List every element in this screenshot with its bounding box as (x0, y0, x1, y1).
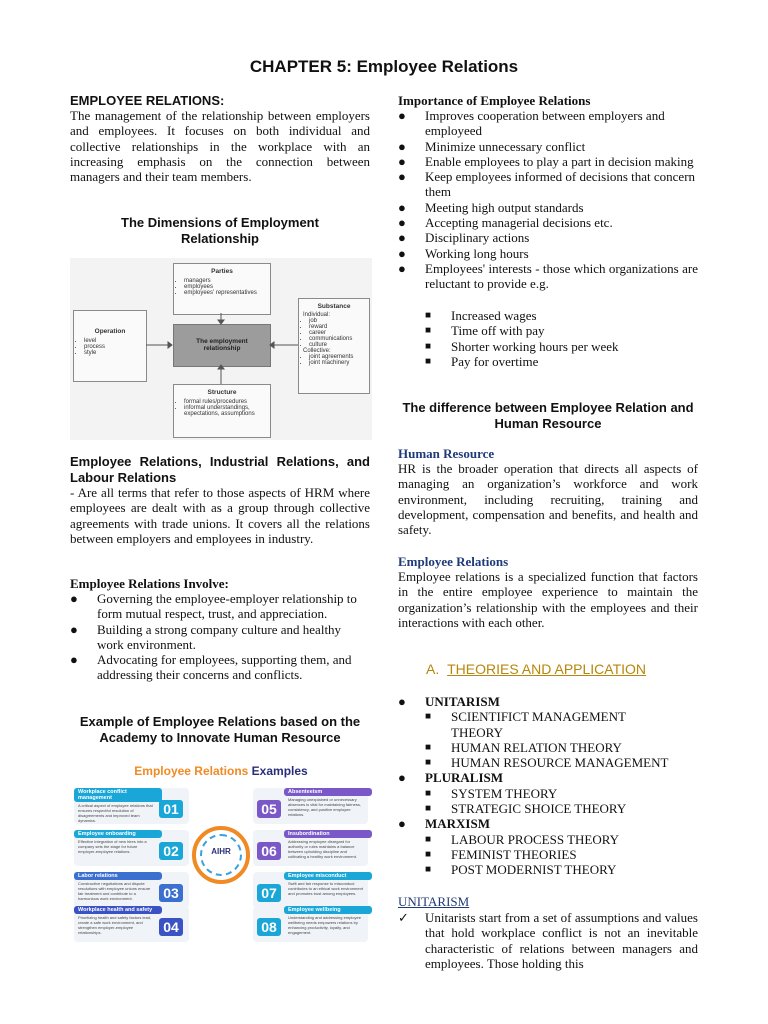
list-item (398, 215, 698, 230)
card-title: Workplace conflict management (74, 788, 162, 802)
card-text: Constructive negotiations and dispute resolutions with employee unions ensure fair treatment and contribute to a harmonious work environment. (78, 881, 151, 901)
card-title: Employee onboarding (74, 830, 162, 838)
bullet-icon: ● (398, 770, 406, 786)
list-item (398, 261, 698, 292)
card-number: 06 (257, 842, 281, 860)
list-item (398, 154, 698, 169)
substance-item: • career (309, 330, 369, 336)
substance-item: • joint agreements (309, 354, 369, 360)
list-item (398, 786, 698, 801)
list-item-text: Accepting managerial decisions etc. (425, 215, 613, 231)
er-heading: EMPLOYEE RELATIONS: (70, 93, 225, 108)
parties-item: • employees (184, 284, 270, 290)
list-item-text: Meeting high output standards (425, 199, 584, 215)
list-item (398, 847, 698, 862)
list-item (398, 139, 698, 154)
card-text: Understanding and addressing employee wellbeing needs empowers relations by enhancing productivity, loyalty, and engagement. (288, 915, 361, 935)
bullet-icon: ● (398, 108, 406, 123)
theories-heading (426, 661, 646, 677)
list-item (398, 755, 698, 770)
list-item-text: POST MODERNIST THEORY (451, 862, 617, 878)
list-item-text: HUMAN RESOURCE MANAGEMENT (451, 755, 669, 771)
list-item (70, 622, 370, 653)
list-item-text: Keep employees informed of decisions that concern them (425, 169, 696, 200)
examples-heading (70, 764, 372, 778)
example-card (253, 830, 368, 866)
bullet-icon: ● (70, 652, 78, 668)
substance-item: • joint machinery (309, 360, 369, 366)
substance-individual: Individual: (303, 312, 331, 318)
operation-title: Operation (94, 328, 126, 335)
bullet-icon: ● (398, 215, 406, 231)
list-item-text: Disciplinary actions (425, 230, 530, 246)
aihr-logo: AIHR (211, 847, 231, 856)
center-circle (192, 826, 250, 884)
theory-name: UNITARISM (425, 694, 500, 709)
card-title: Absenteeism (284, 788, 372, 796)
list-item-text: Enable employees to play a part in decision making (425, 153, 694, 169)
list-item (398, 816, 698, 831)
list-item-text: Employees' interests - those which organizations are reluctant to provide e.g. (425, 260, 698, 292)
list-item-text: Advocating for employees, supporting them, and addressing their concerns and conflicts. (97, 652, 352, 683)
substance-item: • reward (309, 324, 369, 330)
substance-item: • job (309, 318, 369, 324)
list-item (398, 770, 698, 785)
er-subheading: Employee Relations (398, 554, 509, 569)
square-bullet-icon: ■ (425, 310, 432, 321)
list-item-text: SCIENTIFICT MANAGEMENT THEORY (451, 709, 626, 740)
card-title: Insubordination (284, 830, 372, 838)
structure-title: Structure (207, 389, 237, 396)
card-text: Managing unexplained or unnecessary absences is vital for maintaining fairness, consistency, and positive employee relations. (288, 797, 361, 817)
list-item (398, 323, 698, 338)
list-item (398, 862, 698, 877)
list-item (398, 200, 698, 215)
er-definition: The management of the relationship between employers and employees. It focuses on both individual and collective relationships in the workplace with an increasing emphasis on the connection between managers and their team members. (70, 108, 370, 185)
example-card (74, 830, 189, 866)
involve-list (70, 591, 370, 683)
operation-item: • process (84, 344, 146, 350)
bullet-icon: ● (398, 199, 406, 215)
card-title: Workplace health and safety (74, 906, 162, 914)
list-item (398, 740, 698, 755)
list-item (398, 832, 698, 847)
theory-name: MARXISM (425, 816, 490, 832)
card-text: Swift and fair response to misconduct contributes to an ethical work environment and promotes trust among employees. (288, 881, 363, 896)
dimensions-title: The Dimensions of Employment Relationship (121, 215, 319, 246)
list-item-text: Building a strong company culture and healthy work environment. (97, 621, 342, 652)
bullet-icon: ● (70, 591, 78, 606)
parties-item: • managers (184, 278, 270, 284)
theories-prefix: A. (426, 661, 440, 677)
list-item (70, 652, 370, 683)
square-bullet-icon: ■ (425, 757, 432, 769)
bullet-icon: ● (398, 169, 406, 185)
card-number: 03 (159, 884, 183, 902)
list-item (398, 108, 698, 139)
bullet-icon: ● (398, 230, 406, 246)
examples-infographic (70, 758, 372, 944)
substance-collective: Collective: (303, 348, 331, 354)
list-item (398, 169, 698, 200)
list-item-text: Improves cooperation between employers and employeed (425, 108, 665, 139)
example-card (74, 906, 189, 942)
importance-sublist (398, 308, 698, 369)
operation-item: • style (84, 350, 146, 356)
list-item-text: Working long hours (425, 245, 529, 261)
square-bullet-icon: ■ (425, 864, 432, 876)
list-item-text: SYSTEM THEORY (451, 785, 558, 801)
diagram-arrows (70, 258, 372, 440)
unitarism-text: Unitarists start from a set of assumptions and values that hold workplace conflict is not an inevitable characteristic of relations between managers and employees. Those holding this (425, 910, 698, 971)
bullet-icon: ● (398, 138, 406, 154)
bullet-icon: ● (398, 816, 406, 832)
list-item-text: Increased wages (451, 308, 537, 323)
theory-name: PLURALISM (425, 770, 504, 786)
square-bullet-icon: ■ (425, 803, 432, 815)
substance-title: Substance (317, 303, 351, 310)
card-number: 02 (159, 842, 183, 860)
list-item-text: LABOUR PROCESS THEORY (451, 831, 620, 847)
list-item-text: Pay for overtime (451, 353, 539, 369)
theories-title: THEORIES AND APPLICATION (447, 661, 647, 677)
square-bullet-icon: ■ (425, 355, 432, 367)
square-bullet-icon: ■ (425, 833, 432, 845)
card-title: Labor relations (74, 872, 162, 880)
list-item-text: HUMAN RELATION THEORY (451, 739, 622, 755)
card-text: Effective integration of new hires into a company sets the stage for future employer-employee relations. (78, 839, 147, 854)
list-item (398, 801, 698, 816)
unitarism-paragraph (398, 910, 698, 971)
card-text: A critical aspect of employee relations that ensures respectful resolution of disagreements and improved team dynamics. (78, 803, 153, 823)
dimensions-diagram (70, 258, 372, 440)
example-card (74, 788, 189, 824)
list-item (70, 591, 370, 622)
involve-heading: Employee Relations Involve: (70, 576, 229, 591)
list-item-text: FEMINIST THEORIES (451, 846, 577, 862)
square-bullet-icon: ■ (425, 711, 432, 723)
structure-item: • informal understandings, expectations, assumptions (184, 405, 270, 417)
card-number: 01 (159, 800, 183, 818)
list-item (398, 694, 698, 709)
center-label: The employment relationship (196, 338, 248, 352)
operation-item: • level (84, 338, 146, 344)
square-bullet-icon: ■ (425, 848, 432, 860)
list-item (398, 339, 698, 354)
example-card (253, 872, 368, 908)
parties-item: • employees' representatives (184, 290, 270, 296)
example-card (253, 906, 368, 942)
example-title: Example of Employee Relations based on the Academy to Innovate Human Resource (79, 714, 361, 745)
ir-text: - Are all terms that refer to those aspects of HRM where employees are dealt with as a group through collective agreements with trade unions. It covers all the relations between employers and employees in industry. (70, 485, 370, 546)
list-item (398, 354, 698, 369)
importance-heading: Importance of Employee Relations (398, 93, 591, 108)
example-card (253, 788, 368, 824)
list-item-text: STRATEGIC SHOICE THEORY (451, 801, 627, 817)
square-bullet-icon: ■ (425, 741, 432, 753)
square-bullet-icon: ■ (425, 325, 432, 337)
list-item (398, 230, 698, 245)
bullet-icon: ● (398, 694, 406, 709)
list-item (398, 709, 698, 740)
list-item (398, 246, 698, 261)
card-title: Employee misconduct (284, 872, 372, 880)
list-item-text: Time off with pay (451, 323, 545, 339)
structure-item: • formal rules/procedures (184, 399, 270, 405)
examples-heading-a: Employee Relations (134, 764, 249, 778)
card-title: Employee wellbeing (284, 906, 372, 914)
bullet-icon: ● (398, 153, 406, 169)
page-title: CHAPTER 5: Employee Relations (249, 57, 519, 76)
list-item-text: Governing the employee-employer relationship to form mutual respect, trust, and appreciation. (97, 591, 357, 622)
card-number: 04 (159, 918, 183, 936)
list-item-text: Minimize unnecessary conflict (425, 138, 586, 154)
example-card (74, 872, 189, 908)
substance-item: • culture (309, 342, 369, 348)
square-bullet-icon: ■ (425, 787, 432, 799)
list-item-text: Shorter working hours per week (451, 338, 619, 354)
ir-heading: Employee Relations, Industrial Relations, and Labour Relations (70, 454, 370, 485)
checkmark-icon: ✓ (398, 910, 409, 925)
card-text: Prioritizing health and safety factors lead, create a safe work environment, and strengthen employer-employee relationships. (78, 915, 152, 935)
card-text: Addressing employee disregard for authority or rules maintains a balance between upholding discipline and cultivating a healthy work environment. (288, 839, 357, 859)
parties-title: Parties (211, 268, 233, 275)
er-subtext: Employee relations is a specialized function that factors in the entire employee experience to maintain the organization’s relationship with the employees and their interactions with each other. (398, 569, 698, 630)
examples-heading-b: Examples (251, 764, 308, 778)
hr-heading: Human Resource (398, 446, 495, 461)
bullet-icon: ● (398, 245, 406, 261)
substance-item: • communications (309, 336, 369, 342)
square-bullet-icon: ■ (425, 340, 432, 352)
card-number: 08 (257, 918, 281, 936)
difference-title: The difference between Employee Relation and Human Resource (402, 400, 694, 431)
list-item (398, 308, 698, 323)
card-number: 05 (257, 800, 281, 818)
bullet-icon: ● (70, 621, 78, 637)
card-number: 07 (257, 884, 281, 902)
theories-list (398, 694, 698, 878)
unitarism-heading: UNITARISM (398, 894, 470, 909)
importance-list (398, 108, 698, 292)
bullet-icon: ● (398, 260, 406, 276)
hr-text: HR is the broader operation that directs all aspects of managing an organization’s workforce and work environment, including recruiting, training and development, compensation and benefits, and health and safety. (398, 461, 698, 538)
